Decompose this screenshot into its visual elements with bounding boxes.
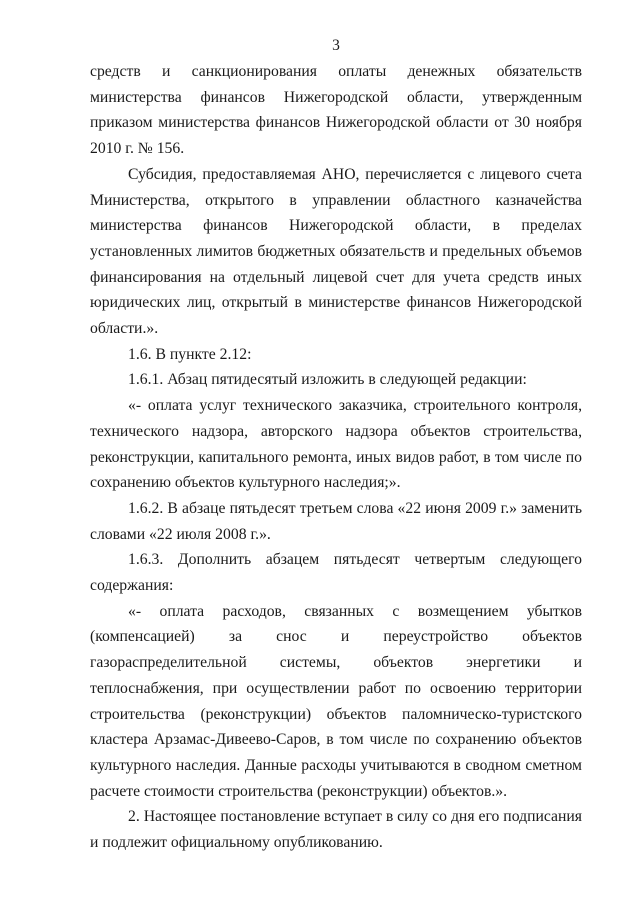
paragraph-quote-payment-expenses: «- оплата расходов, связанных с возмещением убытков (компенсацией) за снос и переустройство объектов газораспределительной системы, объектов энергетики и теплоснабжения, при осуществлении работ по освоению территории строительства (реконструкции) объектов паломническо-туристского кластера Арзамас-Дивеево-Саров, в том числе по сохранению объектов культурного наследия. Данные расходы учитываются в сводном сметном расчете стоимости строительства (реконструкции) объектов.». <box>90 602 582 800</box>
paragraph-quote-payment-services: «- оплата услуг технического заказчика, строительного контроля, технического надзора, авторского надзора объектов строительства, реконструкции, капитального ремонта, иных видов работ, в том числе по сохранению объектов культурного наследия;». <box>90 397 582 492</box>
paragraph-item-1-6-2: 1.6.2. В абзаце пятьдесят третьем слова «22 июня 2009 г.» заменить словами «22 июля 2008 г.». <box>90 499 582 543</box>
paragraph-subsidy-transfer: Субсидия, предоставляемая АНО, перечисляется с лицевого счета Министерства, открытого в управлении областного казначейства министерства финансов Нижегородской области, в пределах установленных лимитов бюджетных обязательств и предельных объемов финансирования на отдельный лицевой счет для учета средств иных юридических лиц, открытый в министерстве финансов Нижегородской области.». <box>90 165 582 338</box>
page-number: 3 <box>332 37 340 54</box>
paragraph-item-2-effective: 2. Настоящее постановление вступает в силу со дня его подписания и подлежит официальному опубликованию. <box>90 808 582 852</box>
paragraph-continuation: средств и санкционирования оплаты денежных обязательств министерства финансов Нижегородской области, утвержденным приказом министерства финансов Нижегородской области от 30 ноября 2010 г. № 156. <box>90 63 582 158</box>
document-body <box>90 59 582 856</box>
paragraph-item-1-6: 1.6. В пункте 2.12: <box>128 345 252 363</box>
paragraph-item-1-6-3: 1.6.3. Дополнить абзацем пятьдесят четвертым следующего содержания: <box>90 551 582 595</box>
paragraph-item-1-6-1: 1.6.1. Абзац пятидесятый изложить в следующей редакции: <box>128 371 527 389</box>
